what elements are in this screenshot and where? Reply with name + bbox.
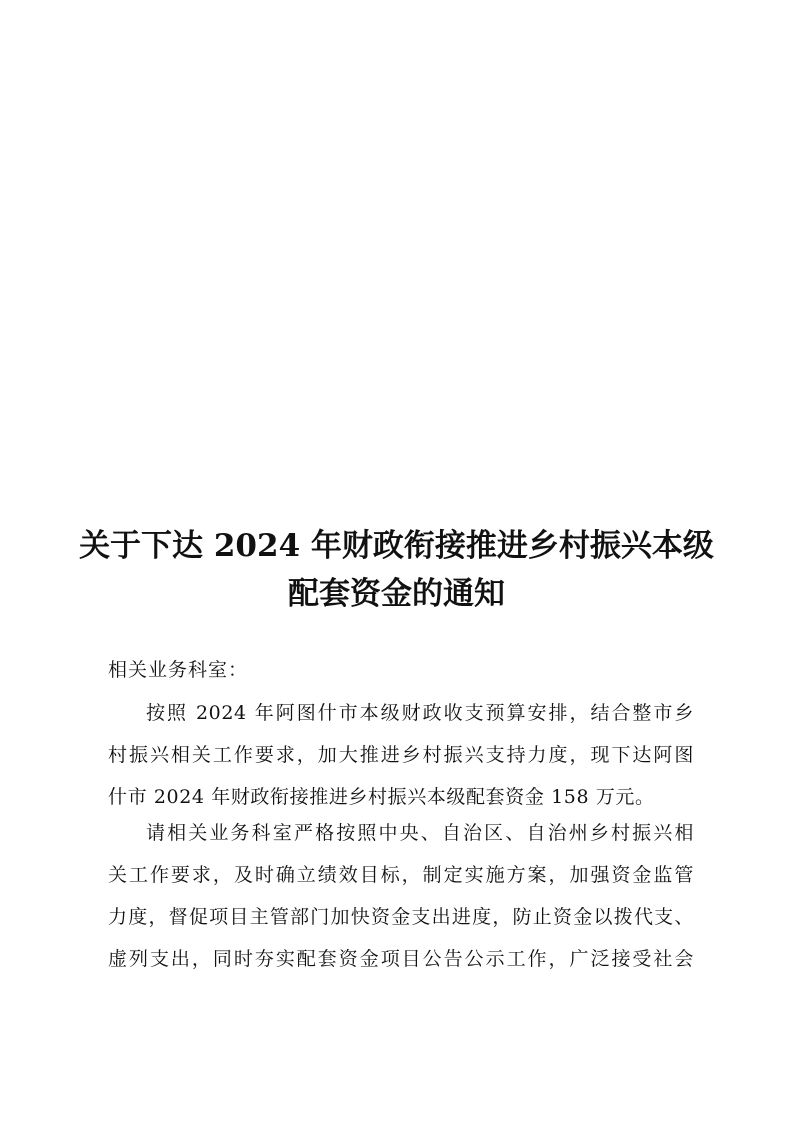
paragraph-line: 什市 2024 年财政衔接推进乡村振兴本级配套资金 158 万元。 [108,786,655,808]
paragraph-line: 村振兴相关工作要求，加大推进乡村振兴支持力度，现下达阿图 [108,744,694,766]
document-title-line2: 配套资金的通知 [288,576,505,612]
salutation: 相关业务科室： [108,659,249,681]
paragraph-allocation [108,692,694,818]
paragraph-requirements [108,812,694,980]
paragraph-line: 力度，督促项目主管部门加快资金支出进度，防止资金以拨代支、 [108,906,694,928]
paragraph-line: 请相关业务科室严格按照中央、自治区、自治州乡村振兴相 [146,822,694,844]
document-title-line1: 关于下达 2024 年财政衔接推进乡村振兴本级 [79,528,714,564]
paragraph-line: 按照 2024 年阿图什市本级财政收支预算安排，结合整市乡 [146,702,694,724]
paragraph-line: 虚列支出，同时夯实配套资金项目公告公示工作，广泛接受社会 [108,948,694,970]
paragraph-line: 关工作要求，及时确立绩效目标，制定实施方案，加强资金监管 [108,864,694,886]
